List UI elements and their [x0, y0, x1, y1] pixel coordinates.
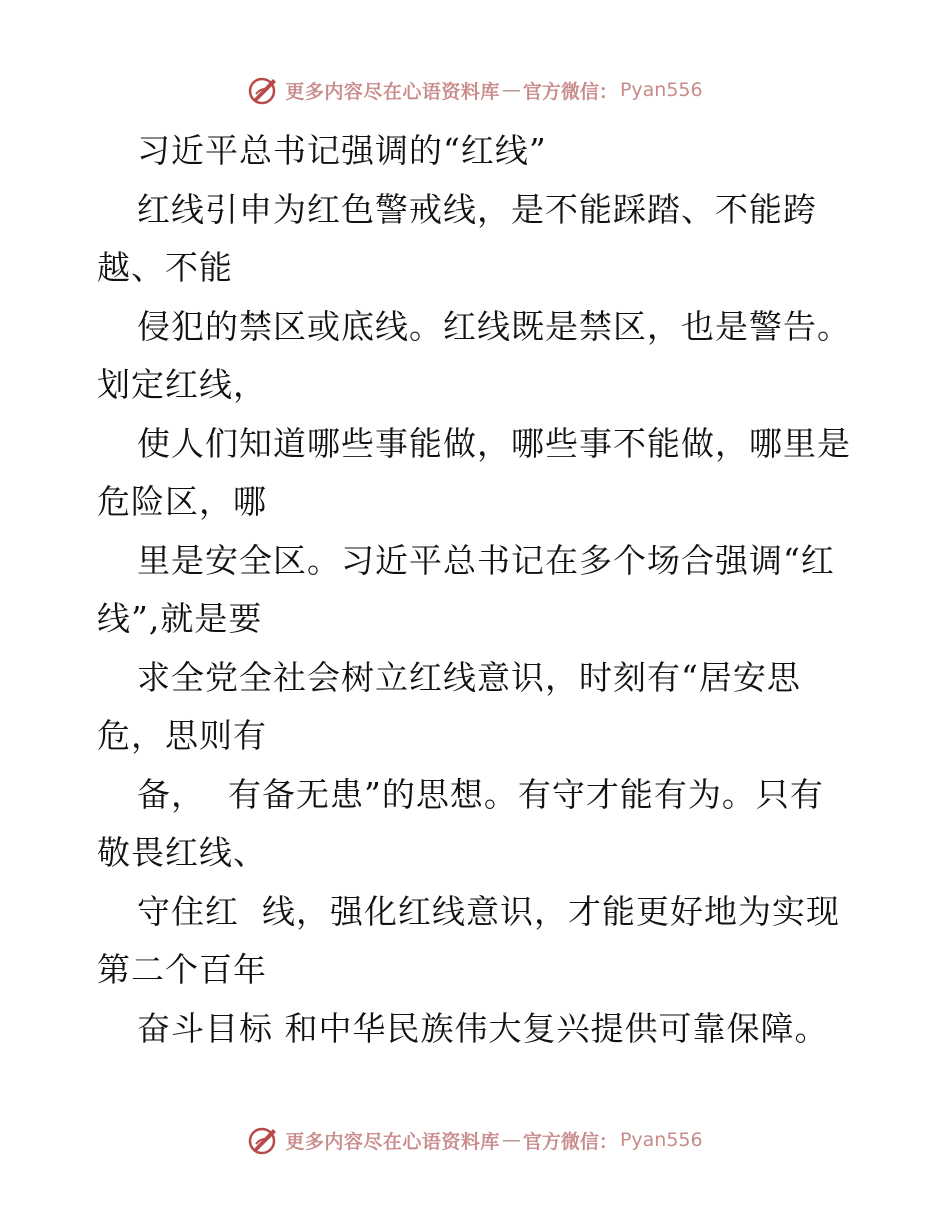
- header-banner: [0, 72, 950, 108]
- article-line: 线”,就是要: [97, 599, 263, 638]
- banner-wechat-id: Pyan556: [619, 79, 703, 101]
- article-line: 侵犯的禁区或底线。红线既是禁区，也是警告。: [137, 306, 851, 346]
- banner-wechat-label: 官方微信：: [522, 80, 618, 103]
- banner-wechat-label: 官方微信：: [522, 1130, 618, 1153]
- article-line: 备， 有备无患”的思想。有守才能有为。只有: [137, 774, 824, 814]
- article-line: 求全党全社会树立红线意识，时刻有“居安思: [137, 657, 801, 697]
- banner-separator: —: [501, 1129, 521, 1151]
- article-line: 奋斗目标 和中华民族伟大复兴提供可靠保障。: [137, 1008, 829, 1048]
- article-line: 第二个百年: [97, 950, 267, 989]
- article-line: 越、不能: [97, 248, 233, 287]
- article-line: 划定红线，: [97, 365, 267, 404]
- quill-pen-logo-icon: [247, 1124, 279, 1156]
- article-line: 危，思则有: [97, 716, 267, 755]
- banner-text: 更多内容尽在心语资料库: [285, 80, 500, 103]
- article-body: [97, 122, 867, 1058]
- quill-pen-logo-icon: [247, 74, 279, 106]
- article-line: 红线引申为红色警戒线，是不能踩踏、不能跨: [137, 189, 817, 229]
- article-line: 危险区，哪: [97, 482, 267, 521]
- article-line: 里是安全区。习近平总书记在多个场合强调“红: [137, 540, 835, 580]
- banner-wechat-id: Pyan556: [619, 1129, 703, 1151]
- article-line: 守住红 线，强化红线意识，才能更好地为实现: [137, 891, 840, 931]
- footer-banner: [0, 1122, 950, 1158]
- banner-text: 更多内容尽在心语资料库: [285, 1130, 500, 1153]
- article-title: 习近平总书记强调的“红线”: [137, 131, 547, 170]
- article-line: 使人们知道哪些事能做，哪些事不能做，哪里是: [137, 423, 851, 463]
- article-line: 敬畏红线、: [97, 833, 267, 872]
- banner-separator: —: [501, 79, 521, 101]
